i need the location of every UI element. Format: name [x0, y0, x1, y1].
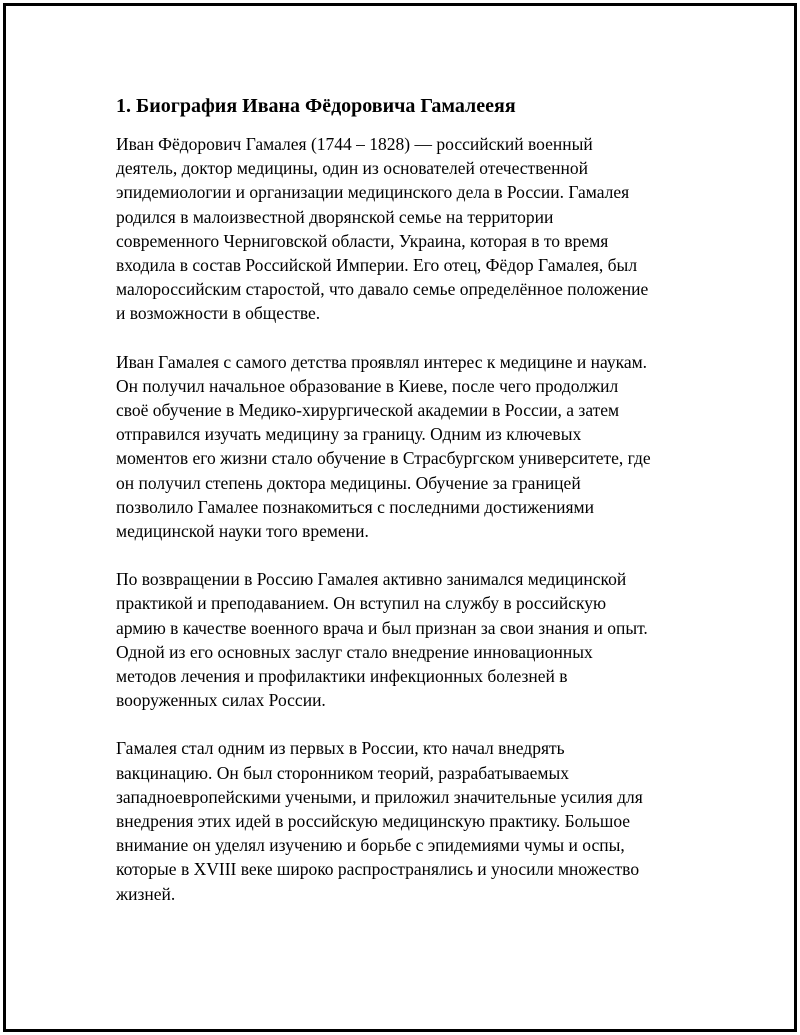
- paragraph-line: малороссийским старостой, что давало семье определённое положение: [116, 279, 649, 300]
- paragraph-line: позволило Гамалее познакомиться с последними достижениями: [116, 496, 594, 517]
- paragraph-line: своё обучение в Медико-хирургической академии в России, а затем: [116, 400, 620, 421]
- paragraph-line: методов лечения и профилактики инфекционных болезней в: [116, 666, 568, 687]
- paragraph-line: вакцинацию. Он был сторонником теорий, разрабатываемых: [116, 762, 569, 783]
- paragraph-line: он получил степень доктора медицины. Обучение за границей: [116, 472, 581, 493]
- document-title: 1. Биография Ивана Фёдоровича Гамалееяя: [116, 95, 516, 117]
- paragraph-2: [116, 350, 706, 544]
- paragraph-1: [116, 132, 706, 326]
- paragraph-line: практикой и преподаванием. Он вступил на службу в российскую: [116, 593, 607, 614]
- paragraph-line: По возвращении в Россию Гамалея активно занимался медицинской: [116, 569, 627, 590]
- paragraph-line: которые в XVIII веке широко распространялись и уносили множество: [116, 859, 640, 880]
- paragraph-4: [116, 736, 706, 905]
- paragraph-line: Одной из его основных заслуг стало внедрение инновационных: [116, 641, 593, 662]
- paragraph-3: [116, 567, 706, 712]
- document-body: [116, 93, 706, 930]
- paragraph-line: Иван Гамалея с самого детства проявлял интерес к медицине и наукам.: [116, 351, 648, 372]
- paragraph-line: отправился изучать медицину за границу. Одним из ключевых: [116, 424, 582, 445]
- paragraph-line: медицинской науки того времени.: [116, 521, 369, 542]
- paragraph-line: вооруженных силах России.: [116, 690, 326, 711]
- paragraph-line: моментов его жизни стало обучение в Страсбургском университете, где: [116, 448, 651, 469]
- paragraph-line: Иван Фёдорович Гамалея (1744 – 1828) — российский военный: [116, 134, 593, 154]
- paragraph-line: эпидемиологии и организации медицинского дела в России. Гамалея: [116, 182, 630, 203]
- paragraph-line: родился в малоизвестной дворянской семье на территории: [116, 206, 554, 227]
- paragraph-line: деятель, доктор медицины, один из основателей отечественной: [116, 158, 588, 179]
- paragraph-line: современного Черниговской области, Украина, которая в то время: [116, 230, 609, 251]
- paragraph-line: и возможности в обществе.: [116, 303, 321, 324]
- paragraph-line: жизней.: [116, 883, 176, 904]
- paragraph-line: входила в состав Российской Империи. Его отец, Фёдор Гамалея, был: [116, 255, 638, 276]
- paragraph-line: западноевропейскими учеными, и приложил значительные усилия для: [116, 786, 643, 807]
- paragraph-line: армию в качестве военного врача и был признан за свои знания и опыт.: [116, 617, 648, 638]
- paragraph-line: внимание он уделял изучению и борьбе с эпидемиями чумы и оспы,: [116, 835, 625, 856]
- paragraph-line: внедрения этих идей в российскую медицинскую практику. Большое: [116, 811, 631, 832]
- paragraph-line: Гамалея стал одним из первых в России, кто начал внедрять: [116, 738, 565, 759]
- paragraph-line: Он получил начальное образование в Киеве, после чего продолжил: [116, 375, 619, 396]
